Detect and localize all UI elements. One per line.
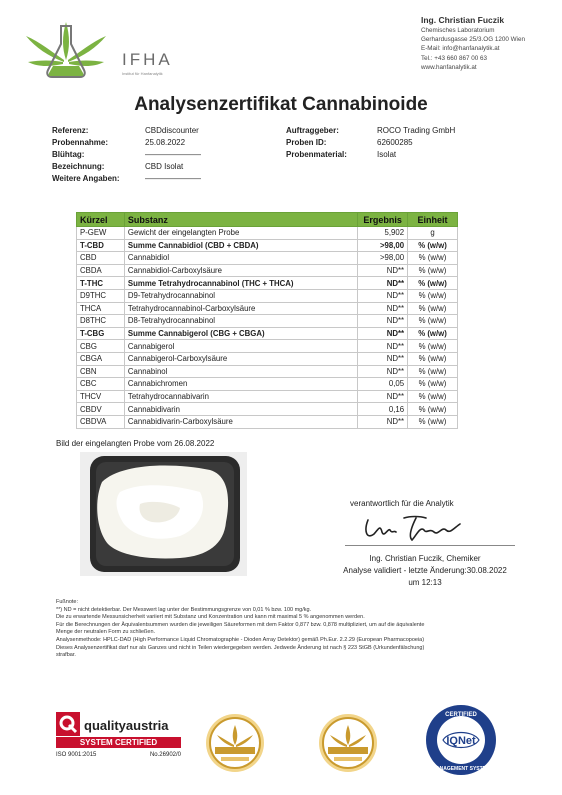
document-title: Analysenzertifikat Cannabinoide — [134, 94, 428, 115]
footnote — [56, 599, 526, 660]
column-header: Ergebnis — [358, 213, 408, 227]
table-row — [77, 327, 458, 340]
cell-code: CBGA — [77, 352, 125, 365]
footnote-line: strafbar. — [56, 652, 76, 659]
cell-result: >98,00 — [358, 239, 408, 252]
quality-austria-badge — [56, 712, 181, 767]
meta-key: Bezeichnung: — [52, 162, 105, 171]
footnote-line: **) ND = nicht detektierbar. Der Messwert lag unter der Bestimmungsgrenze von 0,01 % bzw. 100 mg/kg. — [56, 606, 312, 613]
cell-code: T-THC — [77, 277, 125, 290]
cell-result: ND** — [358, 327, 408, 340]
cell-code: CBDV — [77, 403, 125, 416]
validation-line: Analyse validiert - letzte Änderung:30.08.2022 — [343, 566, 507, 575]
lab-line: www.hanfanalytik.at — [421, 63, 477, 71]
table-row — [77, 352, 458, 365]
cell-substance: Gewicht der eingelangten Probe — [124, 227, 357, 240]
meta-row — [286, 149, 455, 161]
meta-value: ROCO Trading GmbH — [377, 126, 456, 135]
meta-left — [52, 125, 201, 185]
meta-row — [52, 173, 201, 185]
cell-unit: % (w/w) — [408, 340, 458, 353]
cell-result: ND** — [358, 365, 408, 378]
cell-code: T-CBD — [77, 239, 125, 252]
table-row — [77, 340, 458, 353]
cell-unit: g — [408, 227, 458, 240]
lab-address-block — [421, 14, 561, 72]
cell-unit: % (w/w) — [408, 378, 458, 391]
signature-heading: verantwortlich für die Analytik — [350, 499, 454, 508]
cell-code: D8THC — [77, 315, 125, 328]
cell-unit: % (w/w) — [408, 239, 458, 252]
table-row — [77, 289, 458, 302]
signer-name: Ing. Christian Fuczik, Chemiker — [369, 554, 481, 563]
cell-substance: Cannabidiol-Carboxylsäure — [124, 264, 357, 277]
cell-result: 5,902 — [358, 227, 408, 240]
ugrt-cannabinoid-test-badge — [318, 713, 378, 773]
cell-result: 0,16 — [358, 403, 408, 416]
lab-line: Tel.: +43 660 867 00 63 — [421, 54, 487, 62]
meta-value: ——————— — [145, 150, 201, 159]
iqnet-top-text: CERTIFIED — [445, 712, 477, 718]
cell-unit: % (w/w) — [408, 264, 458, 277]
cell-code: THCA — [77, 302, 125, 315]
ifha-logo — [18, 14, 178, 84]
cell-substance: D8-Tetrahydrocannabinol — [124, 315, 357, 328]
cell-result: ND** — [358, 415, 408, 428]
meta-key: Blühtag: — [52, 150, 85, 159]
lab-line: Chemisches Laboratorium — [421, 27, 495, 34]
table-row — [77, 277, 458, 290]
qa-brand: qualityaustria — [84, 718, 169, 733]
meta-key: Probenmaterial: — [286, 150, 347, 159]
cell-unit: % (w/w) — [408, 315, 458, 328]
cell-substance: Cannabichromen — [124, 378, 357, 391]
cell-unit: % (w/w) — [408, 252, 458, 265]
cell-result: ND** — [358, 277, 408, 290]
cell-code: CBC — [77, 378, 125, 391]
column-header: Substanz — [124, 213, 357, 227]
cell-code: THCV — [77, 390, 125, 403]
cell-substance: Tetrahydrocannabivarin — [124, 390, 357, 403]
table-row — [77, 302, 458, 315]
column-header: Einheit — [408, 213, 458, 227]
logo-text: IFHA — [122, 50, 173, 69]
cell-substance: Cannabidivarin — [124, 403, 357, 416]
cell-code: CBD — [77, 252, 125, 265]
meta-key: Auftraggeber: — [286, 126, 339, 135]
cell-substance: Cannabigerol-Carboxylsäure — [124, 352, 357, 365]
cell-substance: Cannabidivarin-Carboxylsäure — [124, 415, 357, 428]
meta-key: Weitere Angaben: — [52, 174, 120, 183]
table-row — [77, 264, 458, 277]
logo-subtitle: Institut für Hanfanalytik — [122, 71, 163, 76]
cell-unit: % (w/w) — [408, 289, 458, 302]
footnote-line: Analysenmethode: HPLC-DAD (High Performance Liquid Chromatographie - Dioden Array Detektor) gemäß Ph.Eur. 2.2.29 (European Pharmacopoeia) — [56, 636, 425, 643]
cell-unit: % (w/w) — [408, 415, 458, 428]
meta-value: ——————— — [145, 174, 201, 183]
sample-photo — [80, 452, 247, 576]
cell-code: CBG — [77, 340, 125, 353]
meta-value: 25.08.2022 — [145, 138, 186, 147]
lab-line: E-Mail: info@hanfanalytik.at — [421, 45, 500, 53]
cannabis-flask-icon — [18, 14, 118, 84]
meta-row — [52, 149, 201, 161]
cell-result: 0,05 — [358, 378, 408, 391]
cell-substance: Cannabidiol — [124, 252, 357, 265]
cell-substance: Summe Cannabigerol (CBG + CBGA) — [124, 327, 357, 340]
cell-result: ND** — [358, 352, 408, 365]
cell-unit: % (w/w) — [408, 365, 458, 378]
footnote-line: Für die Berechnungen der Äquivalentsummen wurden die jeweiligen Säureformen mit dem Faktor 0,877 bzw. 0,878 multipliziert, um auf die äquivalente — [56, 621, 425, 628]
handwritten-signature — [360, 510, 470, 544]
cell-substance: Summe Cannabidiol (CBD + CBDA) — [124, 239, 357, 252]
cell-substance: Cannabinol — [124, 365, 357, 378]
footnote-heading: Fußnote: — [56, 599, 79, 605]
cell-substance: Cannabigerol — [124, 340, 357, 353]
qa-iso-label: ISO 9001:2015 — [56, 752, 97, 758]
cell-result: ND** — [358, 302, 408, 315]
iqnet-bottom-text: MANAGEMENT SYSTEM — [431, 766, 491, 772]
iqnet-brand-text: IQNet — [446, 735, 476, 747]
cell-substance: D9-Tetrahydrocannabinol — [124, 289, 357, 302]
iqnet-badge — [425, 704, 497, 776]
cell-code: CBDVA — [77, 415, 125, 428]
cell-substance: Tetrahydrocannabinol-Carboxylsäure — [124, 302, 357, 315]
cell-code: D9THC — [77, 289, 125, 302]
meta-row — [52, 137, 201, 149]
qa-certified-label: SYSTEM CERTIFIED — [56, 737, 181, 748]
table-body — [77, 227, 458, 429]
cell-result: ND** — [358, 264, 408, 277]
table-row — [77, 365, 458, 378]
ugrt-hemp-test-badge — [205, 713, 265, 773]
meta-value: Isolat — [377, 150, 397, 159]
table-row — [77, 390, 458, 403]
cell-result: ND** — [358, 340, 408, 353]
meta-row — [52, 125, 201, 137]
cell-result: >98,00 — [358, 252, 408, 265]
validation-time: um 12:13 — [408, 578, 442, 587]
table-row — [77, 252, 458, 265]
cell-code: T-CBG — [77, 327, 125, 340]
table-row — [77, 315, 458, 328]
meta-row — [52, 161, 201, 173]
footnote-line: Dieses Analysenzertifikat darf nur als Ganzes und nicht in Teilen wiedergegeben werden. Jedwede Änderung ist nach § 223 StGB (Urkundenfälschung) — [56, 644, 425, 651]
table-row — [77, 415, 458, 428]
cell-code: CBDA — [77, 264, 125, 277]
signature-info — [300, 553, 550, 589]
qa-number-label: No.26902/0 — [149, 752, 181, 758]
cell-unit: % (w/w) — [408, 352, 458, 365]
meta-key: Probennahme: — [52, 138, 109, 147]
meta-row — [286, 137, 455, 149]
footnote-line: Die zu erwartende Messunsicherheit variiert mit Substanz und Konzentration und kann mit maximal 5 % angenommen werden. — [56, 614, 365, 621]
column-header: Kürzel — [77, 213, 125, 227]
table-row — [77, 378, 458, 391]
cell-result: ND** — [358, 315, 408, 328]
table-row — [77, 227, 458, 240]
results-table — [76, 212, 458, 429]
cell-unit: % (w/w) — [408, 390, 458, 403]
lab-name: Ing. Christian Fuczik — [421, 15, 505, 25]
cell-unit: % (w/w) — [408, 302, 458, 315]
cell-result: ND** — [358, 289, 408, 302]
quality-austria-q-icon — [56, 712, 80, 736]
cell-code: P-GEW — [77, 227, 125, 240]
lab-line: Gerhardusgasse 25/3.OG 1200 Wien — [421, 36, 525, 44]
meta-value: 62600285 — [377, 138, 413, 147]
cell-unit: % (w/w) — [408, 327, 458, 340]
meta-right — [286, 125, 455, 161]
signature-line — [345, 545, 515, 546]
cell-unit: % (w/w) — [408, 403, 458, 416]
table-header-row — [77, 213, 458, 227]
meta-row — [286, 125, 455, 137]
cell-substance: Summe Tetrahydrocannabinol (THC + THCA) — [124, 277, 357, 290]
meta-key: Proben ID: — [286, 138, 327, 147]
meta-value: CBDdiscounter — [145, 126, 199, 135]
cell-code: CBN — [77, 365, 125, 378]
table-row — [77, 403, 458, 416]
meta-key: Referenz: — [52, 126, 89, 135]
meta-value: CBD Isolat — [145, 162, 184, 171]
cell-unit: % (w/w) — [408, 277, 458, 290]
cell-result: ND** — [358, 390, 408, 403]
table-row — [77, 239, 458, 252]
footnote-line: Menge der neutralen Form zu schließen. — [56, 629, 156, 636]
image-caption: Bild der eingelangten Probe vom 26.08.2022 — [56, 439, 215, 448]
